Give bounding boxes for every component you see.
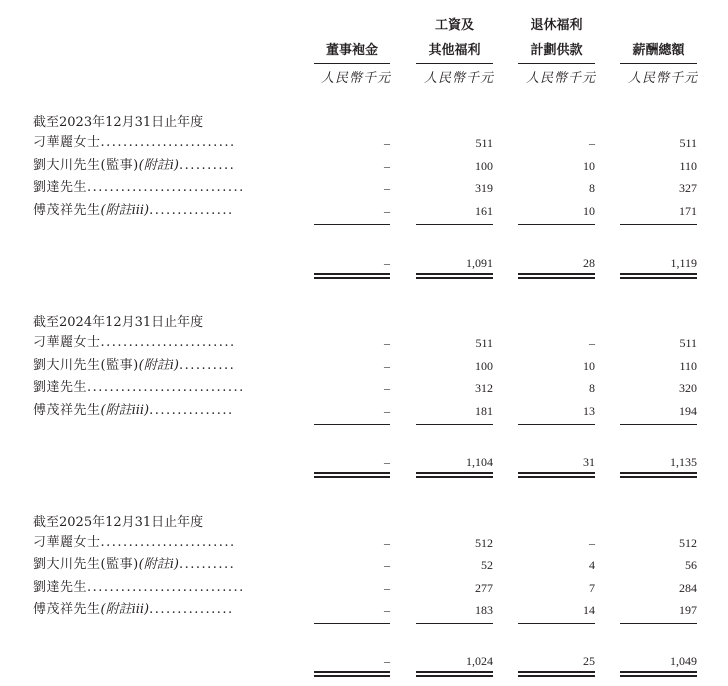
leader-dots: ............... (149, 203, 234, 218)
subtotal-rule (518, 424, 595, 425)
total-double-rule (314, 671, 390, 677)
subtotal-rule (518, 623, 595, 624)
value-pension: – (589, 136, 595, 150)
value-total: 194 (679, 404, 697, 418)
value-salaries: 100 (475, 359, 493, 373)
total-double-rule (620, 472, 697, 478)
table-row (0, 578, 728, 598)
value-directors-fee: – (384, 381, 390, 395)
value-directors-fee: – (384, 603, 390, 617)
total-double-rule (416, 671, 493, 677)
total-double-rule (314, 273, 390, 279)
leader-dots: ........................ (100, 135, 236, 150)
table-row (0, 555, 728, 575)
period-heading: 截至2025年12月31日止年度 (33, 515, 204, 530)
unit-label-col4: 人民幣千元 (627, 71, 698, 86)
director-name: 劉大川先生(監事) (33, 557, 139, 572)
leader-dots: ............... (149, 602, 234, 617)
total-overall: 1,049 (670, 654, 697, 668)
leader-dots: ............................ (87, 580, 245, 595)
value-pension: 8 (589, 181, 595, 195)
note-ref: (附註iii) (100, 602, 150, 617)
value-salaries: 511 (475, 136, 493, 150)
column-header-pension-line2: 計劃供款 (530, 43, 583, 58)
leader-dots: .......... (178, 158, 236, 173)
value-total: 320 (679, 381, 697, 395)
director-name: 劉大川先生(監事) (33, 158, 139, 173)
director-name: 刁華麗女士 (33, 535, 101, 550)
total-pension: 28 (583, 256, 595, 270)
value-directors-fee: – (384, 404, 390, 418)
value-pension: 10 (583, 359, 595, 373)
value-total: 511 (679, 336, 697, 350)
subtotal-rule (620, 424, 697, 425)
value-total: 171 (679, 204, 697, 218)
subtotal-rule (416, 424, 493, 425)
value-salaries: 52 (481, 558, 493, 572)
table-row (0, 201, 728, 221)
total-directors-fee: – (384, 256, 390, 270)
value-salaries: 512 (475, 536, 493, 550)
value-total: 110 (679, 159, 697, 173)
value-pension: 10 (583, 159, 595, 173)
unit-label-col2: 人民幣千元 (423, 71, 494, 86)
subtotal-rule (416, 224, 493, 225)
value-total: 110 (679, 359, 697, 373)
subtotal-rule (314, 424, 390, 425)
value-directors-fee: – (384, 136, 390, 150)
value-directors-fee: – (384, 558, 390, 572)
table-row (0, 178, 728, 198)
column-header-pension-line1: 退休福利 (530, 18, 583, 33)
value-pension: 8 (589, 381, 595, 395)
value-pension: 7 (589, 581, 595, 595)
director-name: 傅茂祥先生 (33, 203, 101, 218)
value-salaries: 511 (475, 336, 493, 350)
period-heading: 截至2023年12月31日止年度 (33, 115, 204, 130)
column-header-salaries-line1: 工資及 (434, 18, 474, 33)
value-total: 197 (679, 603, 697, 617)
table-row (0, 378, 728, 398)
total-salaries: 1,104 (466, 455, 493, 469)
value-salaries: 161 (475, 204, 493, 218)
total-double-rule (620, 273, 697, 279)
table-row (0, 156, 728, 176)
leader-dots: .......... (178, 358, 236, 373)
value-salaries: 183 (475, 603, 493, 617)
director-name: 刁華麗女士 (33, 335, 101, 350)
subtotal-rule (518, 224, 595, 225)
value-salaries: 319 (475, 181, 493, 195)
total-double-rule (314, 472, 390, 478)
total-salaries: 1,024 (466, 654, 493, 668)
value-total: 56 (685, 558, 697, 572)
value-salaries: 312 (475, 381, 493, 395)
column-header-directors-fee-line2: 董事袍金 (325, 43, 378, 58)
total-double-rule (620, 671, 697, 677)
total-overall: 1,135 (670, 455, 697, 469)
total-double-rule (518, 472, 595, 478)
subtotal-rule (416, 623, 493, 624)
leader-dots: ........................ (100, 335, 236, 350)
director-name: 劉達先生 (33, 380, 88, 395)
value-pension: – (589, 536, 595, 550)
note-ref: (附註i) (138, 557, 179, 572)
column-header-directors-fee (314, 38, 390, 64)
total-overall: 1,119 (670, 256, 697, 270)
total-pension: 31 (583, 455, 595, 469)
director-name: 刁華麗女士 (33, 135, 101, 150)
table-row (0, 600, 728, 620)
value-salaries: 100 (475, 159, 493, 173)
table-row (0, 401, 728, 421)
director-name: 劉大川先生(監事) (33, 358, 139, 373)
unit-label-col1: 人民幣千元 (320, 71, 391, 86)
column-header-total (620, 38, 697, 64)
value-directors-fee: – (384, 536, 390, 550)
value-directors-fee: – (384, 181, 390, 195)
leader-dots: .......... (178, 557, 236, 572)
value-pension: 10 (583, 204, 595, 218)
value-pension: – (589, 336, 595, 350)
value-pension: 4 (589, 558, 595, 572)
value-total: 327 (679, 181, 697, 195)
value-pension: 14 (583, 603, 595, 617)
total-double-rule (416, 472, 493, 478)
period-heading: 截至2024年12月31日止年度 (33, 315, 204, 330)
total-double-rule (518, 273, 595, 279)
director-name: 劉達先生 (33, 580, 88, 595)
subtotal-rule (314, 623, 390, 624)
leader-dots: ............................ (87, 380, 245, 395)
leader-dots: ............................ (87, 180, 245, 195)
value-directors-fee: – (384, 581, 390, 595)
value-directors-fee: – (384, 204, 390, 218)
value-directors-fee: – (384, 159, 390, 173)
value-pension: 13 (583, 404, 595, 418)
total-double-rule (518, 671, 595, 677)
subtotal-rule (620, 224, 697, 225)
table-row (0, 133, 728, 153)
total-row (0, 452, 728, 472)
value-total: 512 (679, 536, 697, 550)
note-ref: (附註i) (138, 358, 179, 373)
table-row (0, 356, 728, 376)
column-header-total-line2: 薪酬總額 (632, 43, 685, 58)
note-ref: (附註iii) (100, 403, 150, 418)
column-header-salaries-line2: 其他福利 (428, 43, 481, 58)
leader-dots: ........................ (100, 535, 236, 550)
total-pension: 25 (583, 654, 595, 668)
column-header-pension (518, 13, 595, 64)
table-row (0, 333, 728, 353)
note-ref: (附註i) (138, 158, 179, 173)
subtotal-rule (314, 224, 390, 225)
value-directors-fee: – (384, 359, 390, 373)
leader-dots: ............... (149, 403, 234, 418)
total-row (0, 253, 728, 273)
subtotal-rule (620, 623, 697, 624)
director-name: 傅茂祥先生 (33, 403, 101, 418)
value-salaries: 277 (475, 581, 493, 595)
unit-label-col3: 人民幣千元 (525, 71, 596, 86)
total-directors-fee: – (384, 654, 390, 668)
table-row (0, 533, 728, 553)
total-row (0, 651, 728, 671)
total-directors-fee: – (384, 455, 390, 469)
note-ref: (附註iii) (100, 203, 150, 218)
total-salaries: 1,091 (466, 256, 493, 270)
director-name: 傅茂祥先生 (33, 602, 101, 617)
value-directors-fee: – (384, 336, 390, 350)
value-total: 284 (679, 581, 697, 595)
total-double-rule (416, 273, 493, 279)
director-name: 劉達先生 (33, 180, 88, 195)
column-header-salaries (416, 13, 493, 64)
value-salaries: 181 (475, 404, 493, 418)
value-total: 511 (679, 136, 697, 150)
